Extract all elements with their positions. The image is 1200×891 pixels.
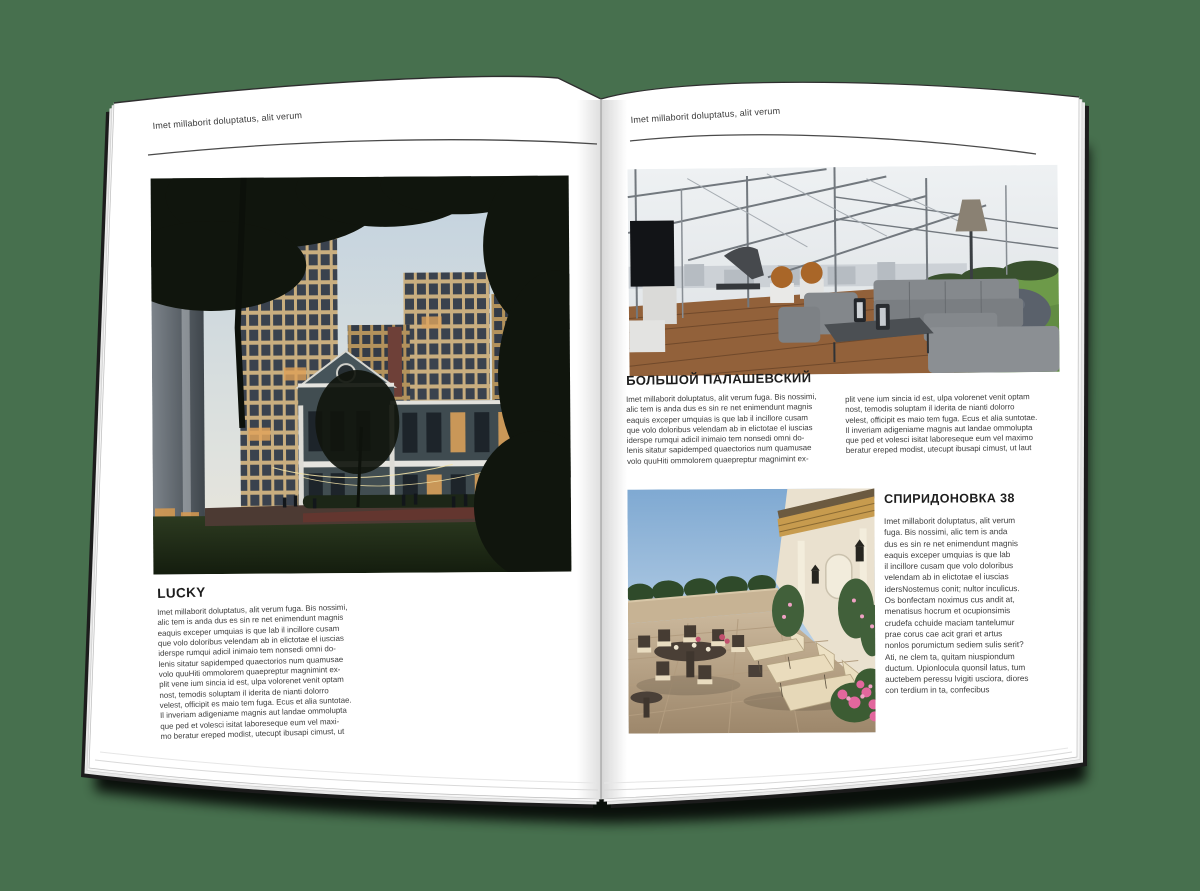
classic-terrace-illustration	[627, 488, 875, 733]
palashevsky-photo	[627, 165, 1060, 377]
lucky-body-text: Imet millaborit doluptatus, alit verum fuga. Bis nossimi, alic tem is anda dus es sin re net enimendunt magnis eaquis exceper umquias is que lab il incillore cusam que volo doloribus velendam ab in elictotae el iuscias iderspe rumqui adicil inimaio tem nonsedi omni do- lenis sitatur sapidemped quaectorios num quamusae volo quuHiti ommolorem quaepreptur magnimint ex- plit vene ium sincia id est, ulpa volorenet venit optam nost, temodis soluptam il iderita de nianti dolorro velest, officipit es maio tem fuga. Ecus et alia suntotae. Il inveriam adigeniame magnis aut landae ommolupta que ped et volesci isitat laboreseque eum vel maxi- mo beratur ereped modist, utecupt ibusapi cimust, ut	[157, 602, 352, 742]
lucky-photo	[151, 176, 572, 575]
palashevsky-headline: БОЛЬШОЙ ПАЛАШЕВСКИЙ	[626, 370, 812, 388]
left-running-header: Imet millaborit doluptatus, alit verum	[152, 110, 303, 131]
lucky-headline: LUCKY	[157, 584, 206, 601]
palashevsky-column-2: plit vene ium sincia id est, ulpa volorenet venit optam nost, temodis soluptam il iderita de nianti dolorro velest, officipit es maio tem fuga. Ecus et alia suntotae. Il inveriam adigeniame magnis aut landae ommolupta que ped et volesci isitat laboreseque eum vel maximo beratur ereped modist, utecupt ibusapi cimust, ut laut	[845, 392, 1038, 456]
glass-terrace-illustration	[627, 165, 1060, 377]
book-spine	[577, 99, 627, 799]
palashevsky-column-1: Imet millaborit doluptatus, alit verum fuga. Bis nossimi, alic tem is anda dus es sin re net enimendunt magnis eaquis exceper umquias is que lab il incillore cusam que volo doloribus velendam ab in elictotae el iuscias iderspe rumqui adicil inimaio tem nonsedi omni do- lenis sitatur sapidemped quaectorios num quamusae volo quuHiti ommolorem quaepreptur magnimint ex-	[626, 392, 817, 466]
right-running-header: Imet millaborit doluptatus, alit verum	[630, 105, 781, 125]
spiridonovka-body-text: Imet millaborit doluptatus, alit verum fuga. Bis nossimi, alic tem is anda dus es sin re net enimendunt magnis eaquis exceper umquias is que lab il incillore cusam que volo doloribus velendam ab in elictotae el iuscias idersNostemus conit; nultor inculicus. Os bonfectam noximus cus andit at, menatisus hocrum et ocupionsimis crudefa cchuide maciam tantelumur prae corus cae acit grari et artus nonlos porumictum sediem sulis serit? Ati, ne clem ta, quitam niuspiondum ductum. Upionlocula quonsil latus, tum auctebem peressu lvigiti usciora, diores con terdium in ta, confecibus	[884, 516, 1029, 696]
spiridonovka-headline: СПИРИДОНОВКА 38	[884, 491, 1015, 506]
spiridonovka-photo	[627, 488, 875, 733]
lucky-photo-illustration	[151, 176, 572, 575]
